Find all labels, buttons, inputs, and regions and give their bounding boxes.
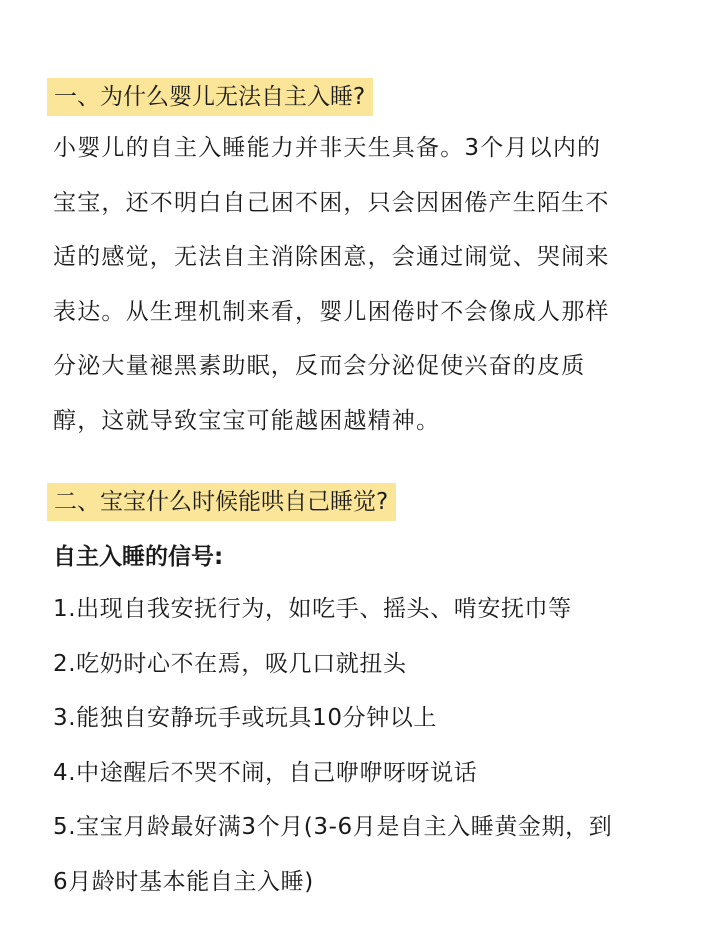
paragraph-line: 适的感觉，无法自主消除困意，会通过闹觉、哭闹来 [53, 244, 610, 270]
signals-list [53, 582, 693, 909]
list-item: 5.宝宝月龄最好满3个月(3-6月是自主入睡黄金期，到 6月龄时基本能自主入睡) [53, 800, 693, 909]
section-heading-why: 一、为什么婴儿无法自主入睡? [47, 78, 373, 116]
list-item-continuation: 6月龄时基本能自主入睡) [53, 868, 314, 895]
paragraph-line: 醇，这就导致宝宝可能越困越精神。 [53, 407, 441, 434]
list-item: 4.中途醒后不哭不闹，自己咿咿呀呀说话 [53, 759, 478, 786]
paragraph-line: 表达。从生理机制来看，婴儿困倦时不会像成人那样 [53, 298, 610, 325]
list-item: 2.吃奶时心不在焉，吸几口就扭头 [53, 650, 407, 677]
paragraph-line: 分泌大量褪黑素助眠，反而会分泌促使兴奋的皮质 [53, 353, 586, 379]
section-heading-when: 二、宝宝什么时候能哄自己睡觉? [47, 483, 396, 521]
list-item: 3.能独自安静玩手或玩具10分钟以上 [53, 705, 438, 731]
signals-subheading: 自主入睡的信号: [53, 544, 224, 570]
section-paragraph-why [53, 121, 683, 448]
paragraph-line: 宝宝，还不明白自己困不困，只会因困倦产生陌生不 [53, 189, 610, 216]
paragraph-line: 小婴儿的自主入睡能力并非天生具备。3个月以内的 [53, 135, 602, 161]
list-item: 1.出现自我安抚行为，如吃手、摇头、啃安抚巾等 [53, 596, 572, 622]
